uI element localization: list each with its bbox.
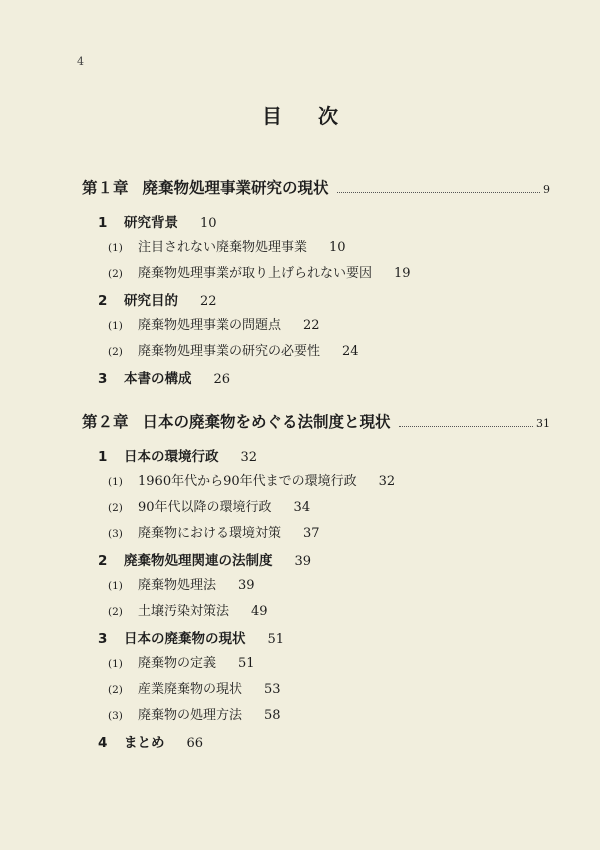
toc-section[interactable]	[98, 367, 230, 387]
chapter-title: 日本の廃棄物をめぐる法制度と現状	[142, 413, 391, 431]
subsection-title: 廃棄物処理事業の問題点	[138, 318, 282, 333]
toc-subsection[interactable]	[108, 704, 281, 723]
subsection-page: 34	[293, 500, 311, 515]
subsection-title: 廃棄物処理事業が取り上げられない要因	[138, 266, 373, 281]
toc-section[interactable]	[98, 627, 284, 647]
section-title: 研究目的	[124, 293, 178, 309]
section-number: 3	[98, 371, 108, 387]
toc-subsection[interactable]	[108, 678, 281, 697]
section-page: 51	[267, 632, 285, 647]
subsection-page: 39	[238, 578, 255, 593]
toc-section[interactable]	[98, 289, 217, 309]
subsection-title: 90年代以降の環境行政	[138, 500, 272, 515]
section-page: 39	[294, 554, 312, 569]
chapter-title: 廃棄物処理事業研究の現状	[142, 179, 329, 197]
section-title: 研究背景	[124, 215, 178, 231]
toc-subsection[interactable]	[108, 600, 268, 619]
toc-section[interactable]	[98, 211, 217, 231]
toc-subsection[interactable]	[108, 314, 320, 333]
section-page: 66	[186, 736, 204, 751]
page-title: 目次	[262, 104, 374, 128]
toc-subsection[interactable]	[108, 236, 346, 255]
section-number: 3	[98, 631, 108, 647]
dot-leader	[337, 192, 540, 193]
subsection-title: 廃棄物処理事業の研究の必要性	[138, 344, 321, 359]
toc-section[interactable]	[98, 731, 203, 751]
subsection-title: 土壌汚染対策法	[138, 604, 230, 619]
subsection-page: 51	[238, 656, 255, 671]
subsection-page: 49	[251, 604, 268, 619]
section-title: 本書の構成	[124, 371, 192, 387]
subsection-page: 32	[378, 474, 396, 489]
section-title: まとめ	[124, 735, 165, 751]
section-page: 10	[200, 216, 217, 231]
chapter-number: 第２章	[82, 413, 129, 431]
toc-subsection[interactable]	[108, 340, 359, 359]
chapter-page: 9	[543, 183, 550, 196]
subsection-title: 注目されない廃棄物処理事業	[138, 240, 308, 255]
subsection-page: 24	[342, 344, 359, 359]
toc-section[interactable]	[98, 549, 311, 569]
toc-subsection[interactable]	[108, 522, 320, 541]
section-number: 2	[98, 553, 108, 569]
subsection-page: 19	[394, 266, 411, 281]
toc-chapter[interactable]	[82, 410, 550, 432]
subsection-page: 53	[264, 682, 281, 697]
section-title: 日本の環境行政	[124, 449, 219, 465]
section-page: 22	[200, 294, 217, 309]
section-number: 1	[98, 449, 108, 465]
toc-subsection[interactable]	[108, 496, 310, 515]
subsection-title: 産業廃棄物の現状	[138, 682, 243, 697]
section-number: 2	[98, 293, 108, 309]
subsection-page: 22	[303, 318, 320, 333]
subsection-title: 廃棄物の定義	[138, 656, 217, 671]
subsection-number: (1)	[108, 580, 123, 592]
subsection-page: 37	[303, 526, 320, 541]
chapter-number: 第１章	[82, 179, 129, 197]
dot-leader	[399, 426, 533, 427]
section-number: 4	[98, 735, 108, 751]
subsection-number: (3)	[108, 710, 123, 722]
toc-subsection[interactable]	[108, 574, 255, 593]
section-title: 廃棄物処理関連の法制度	[124, 553, 273, 569]
toc-subsection[interactable]	[108, 470, 395, 489]
subsection-number: (2)	[108, 684, 123, 696]
section-title: 日本の廃棄物の現状	[124, 631, 246, 647]
subsection-number: (1)	[108, 476, 123, 488]
subsection-title: 廃棄物における環境対策	[138, 526, 282, 541]
subsection-number: (2)	[108, 502, 123, 514]
subsection-number: (1)	[108, 658, 123, 670]
subsection-title: 廃棄物の処理方法	[138, 708, 243, 723]
subsection-number: (1)	[108, 242, 123, 254]
subsection-title: 1960年代から90年代までの環境行政	[138, 474, 357, 489]
subsection-page: 10	[329, 240, 346, 255]
subsection-number: (2)	[108, 268, 123, 280]
subsection-page: 58	[264, 708, 281, 723]
chapter-page: 31	[536, 417, 550, 430]
subsection-number: (2)	[108, 606, 123, 618]
toc-section[interactable]	[98, 445, 257, 465]
section-page: 26	[213, 372, 231, 387]
page-number: 4	[77, 55, 84, 68]
subsection-title: 廃棄物処理法	[138, 578, 217, 593]
subsection-number: (2)	[108, 346, 123, 358]
toc-subsection[interactable]	[108, 262, 411, 281]
subsection-number: (1)	[108, 320, 123, 332]
section-number: 1	[98, 215, 108, 231]
section-page: 32	[240, 450, 258, 465]
toc-chapter[interactable]	[82, 176, 550, 198]
toc-subsection[interactable]	[108, 652, 255, 671]
subsection-number: (3)	[108, 528, 123, 540]
